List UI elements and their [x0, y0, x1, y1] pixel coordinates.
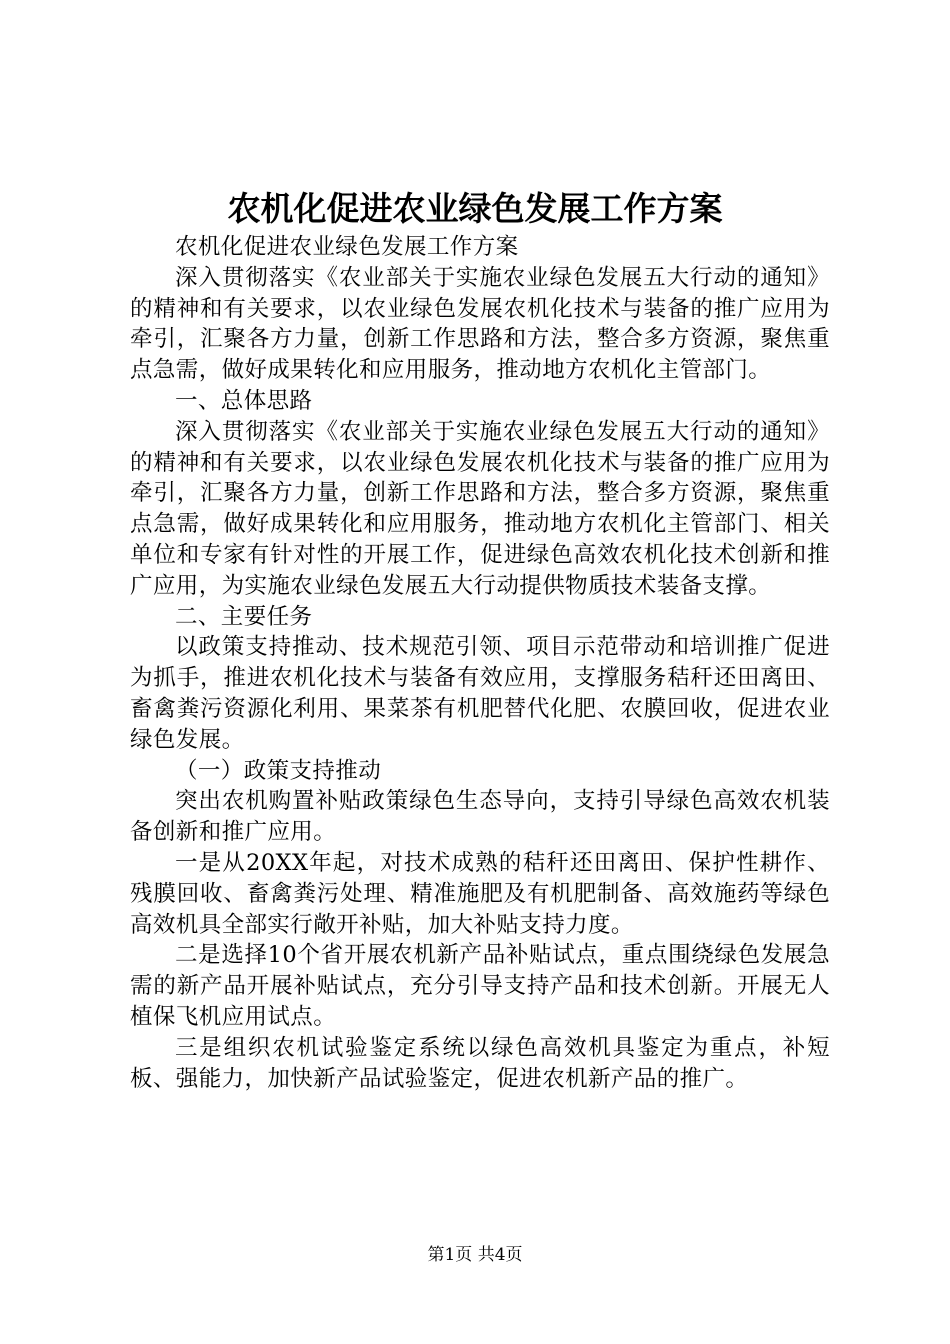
- section-heading-overall-approach: 一、总体思路: [175, 387, 313, 414]
- overall-approach-paragraph: 深入贯彻落实《农业部关于实施农业绿色发展五大行动的通知》的精神和有关要求，以农业绿色发展农机化技术与装备的推广应用为牵引，汇聚各方力量，创新工作思路和方法，整合多方资源，聚焦重点急需，做好成果转化和应用服务，推动地方农机化主管部门、相关单位和专家有针对性的开展工作，促进绿色高效农机化技术创新和推广应用，为实施农业绿色发展五大行动提供物质技术装备支撑。: [130, 418, 830, 599]
- subsection-heading-policy-support: （一）政策支持推动: [175, 757, 382, 784]
- section-heading-main-tasks: 二、主要任务: [175, 603, 313, 630]
- page-footer: 第1页 共4页: [427, 1245, 523, 1265]
- policy-item-three-paragraph: 三是组织农机试验鉴定系统以绿色高效机具鉴定为重点，补短板、强能力，加快新产品试验鉴定，促进农机新产品的推广。: [130, 1034, 830, 1092]
- document-title: 农机化促进农业绿色发展工作方案: [227, 189, 723, 228]
- policy-item-one-paragraph: 一是从20XX年起，对技术成熟的秸秆还田离田、保护性耕作、残膜回收、畜禽粪污处理、精准施肥及有机肥制备、高效施药等绿色高效机具全部实行敞开补贴，加大补贴支持力度。: [130, 849, 830, 938]
- intro-paragraph: 深入贯彻落实《农业部关于实施农业绿色发展五大行动的通知》的精神和有关要求，以农业绿色发展农机化技术与装备的推广应用为牵引，汇聚各方力量，创新工作思路和方法，整合多方资源，聚焦重点急需，做好成果转化和应用服务，推动地方农机化主管部门。: [130, 264, 830, 384]
- subtitle-paragraph: 农机化促进农业绿色发展工作方案: [175, 234, 519, 260]
- document-body: [130, 232, 830, 1094]
- policy-item-two-paragraph: 二是选择10个省开展农机新产品补贴试点，重点围绕绿色发展急需的新产品开展补贴试点，充分引导支持产品和技术创新。开展无人植保飞机应用试点。: [130, 942, 830, 1030]
- main-tasks-paragraph: 以政策支持推动、技术规范引领、项目示范带动和培训推广促进为抓手，推进农机化技术与装备有效应用，支撑服务秸秆还田离田、畜禽粪污资源化利用、果菜茶有机肥替代化肥、农膜回收，促进农业绿色发展。: [130, 634, 830, 753]
- policy-support-paragraph: 突出农机购置补贴政策绿色生态导向，支持引导绿色高效农机装备创新和推广应用。: [130, 788, 830, 846]
